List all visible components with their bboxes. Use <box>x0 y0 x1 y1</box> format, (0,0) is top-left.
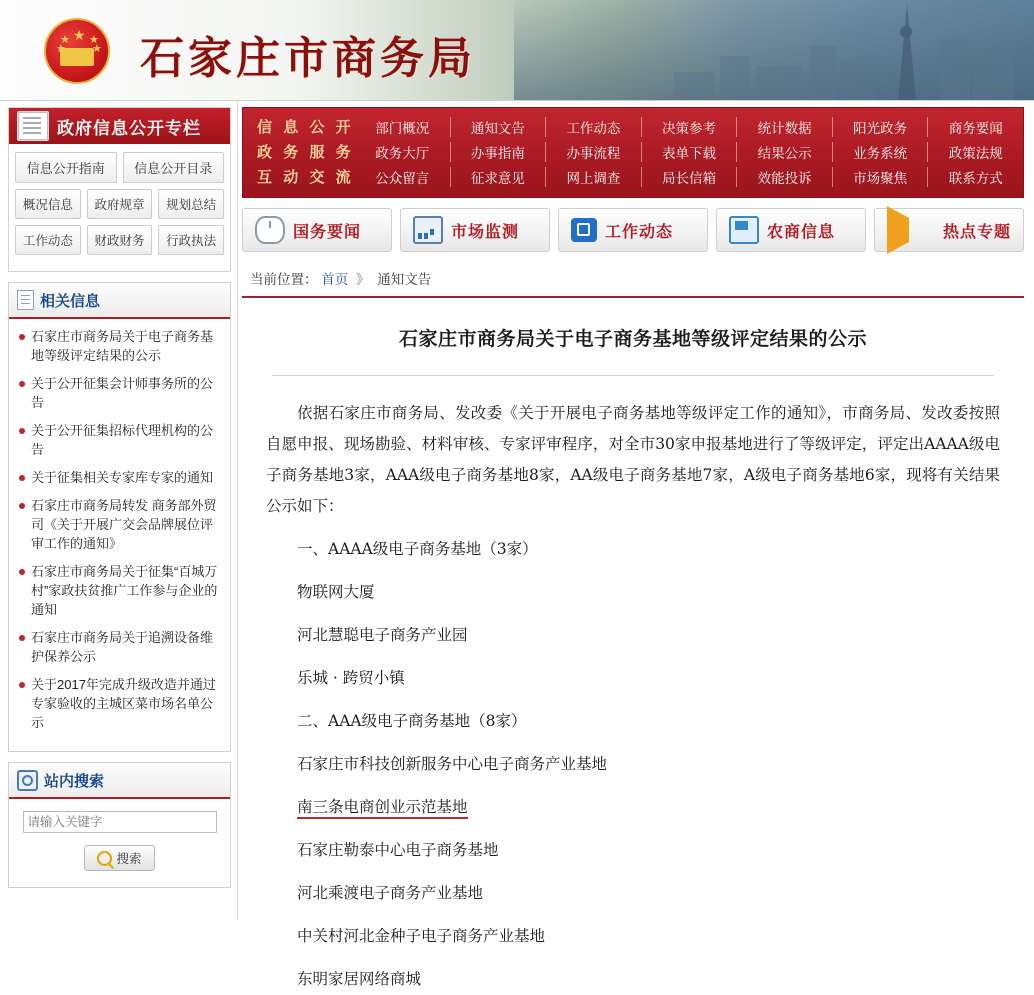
article-line: 石家庄市科技创新服务中心电子商务产业基地 <box>297 755 608 773</box>
feature-button-label: 市场监测 <box>451 221 520 241</box>
search-button-label: 搜索 <box>116 852 142 866</box>
national-emblem-icon: ★ ★ ★ ★ ★ <box>44 18 110 84</box>
nav-items-interaction <box>355 167 1023 187</box>
nav-item-opinions[interactable]: 征求意见 <box>450 167 546 187</box>
gov-info-header <box>9 108 230 144</box>
gov-link-row <box>15 189 224 219</box>
site-search-header <box>9 763 230 799</box>
nav-item-messages[interactable]: 公众留言 <box>375 170 430 186</box>
gov-info-links <box>9 144 230 271</box>
tv-tower-ball <box>900 26 912 38</box>
gov-link-enforcement[interactable]: 行政执法 <box>158 225 224 255</box>
gov-link-overview[interactable]: 概况信息 <box>15 189 81 219</box>
nav-row-info <box>243 114 1023 139</box>
feature-button-label: 热点专题 <box>943 221 1012 241</box>
nav-item-worknews[interactable]: 工作动态 <box>545 117 641 137</box>
building-shape <box>940 38 970 100</box>
building-shape <box>972 52 1014 100</box>
building-shape <box>810 46 836 100</box>
nav-item-decisions[interactable]: 决策参考 <box>641 117 737 137</box>
gov-link-regulations[interactable]: 政府规章 <box>87 189 153 219</box>
nav-item-guide[interactable]: 办事指南 <box>450 142 546 162</box>
gov-link-catalog[interactable]: 信息公开目录 <box>123 152 225 183</box>
article-line: 物联网大厦 <box>297 583 375 601</box>
nav-item-mailbox[interactable]: 局长信箱 <box>641 167 737 187</box>
article-line: 河北慧聪电子商务产业园 <box>297 626 468 644</box>
mouse-icon <box>255 216 285 244</box>
nav-item-systems[interactable]: 业务系统 <box>832 142 928 162</box>
feature-button-agri-info[interactable] <box>716 208 866 252</box>
building-shape <box>756 66 802 100</box>
site-banner <box>0 0 1034 101</box>
nav-item-complaints[interactable]: 效能投诉 <box>736 167 832 187</box>
building-shape <box>840 60 874 100</box>
site-title: 石家庄市商务局 <box>140 33 476 84</box>
nav-item-departments[interactable]: 部门概况 <box>375 120 430 136</box>
site-search-panel <box>8 762 231 888</box>
gov-link-guide[interactable]: 信息公开指南 <box>15 152 117 183</box>
gov-info-panel <box>8 107 231 272</box>
nav-item-headlines[interactable]: 商务要闻 <box>927 117 1023 137</box>
related-info-title: 相关信息 <box>40 291 101 310</box>
body-wrapper <box>0 101 1034 988</box>
monitor-icon <box>729 216 759 244</box>
notebook-icon <box>17 111 49 141</box>
article-line: 河北乘渡电子商务产业基地 <box>297 884 484 902</box>
nav-item-results[interactable]: 结果公示 <box>736 142 832 162</box>
site-search-title: 站内搜索 <box>44 771 105 790</box>
list-item[interactable]: 石家庄市商务局关于征集“百城万村”家政扶贫推广工作参与企业的通知 <box>17 562 222 619</box>
list-item[interactable]: 石家庄市商务局转发 商务部外贸司《关于开展广交会品牌展位评审工作的通知》 <box>17 496 222 553</box>
nav-label-interaction: 互 动 交 流 <box>257 168 354 186</box>
nav-item-survey[interactable]: 网上调查 <box>545 167 641 187</box>
related-info-panel <box>8 282 231 752</box>
site-search-body <box>9 799 230 887</box>
article-line-highlighted[interactable] <box>266 792 1000 823</box>
search-icon <box>17 770 38 791</box>
article-paragraph: 依据石家庄市商务局、发改委《关于开展电子商务基地等级评定工作的通知》，市商务局、发改委按照自愿申报、现场勘验、材料审核、专家评审程序，对全市30家申报基地进行了等级评定，评定出AAAA级电子商务基地3家，AAA级电子商务基地8家，AA级电子商务基地7家，A级电子商务基地6家，现将有关结果公示如下： <box>266 404 1000 515</box>
list-item[interactable]: 关于征集相关专家库专家的通知 <box>17 468 222 487</box>
building-shape <box>674 72 714 100</box>
article-line: 乐城 · 跨贸小镇 <box>297 669 405 687</box>
nav-item-process[interactable]: 办事流程 <box>545 142 641 162</box>
document-icon <box>17 290 34 310</box>
gov-link-planning[interactable]: 规划总结 <box>158 189 224 219</box>
feature-button-hot-topics[interactable] <box>874 208 1024 252</box>
related-info-header <box>9 283 230 319</box>
nav-label-info: 信 息 公 开 <box>257 118 354 136</box>
search-input[interactable] <box>23 811 217 833</box>
nav-item-forms[interactable]: 表单下载 <box>641 142 737 162</box>
feature-button-label: 农商信息 <box>767 221 836 241</box>
article-line: 中关村河北金种子电子商务产业基地 <box>297 927 546 945</box>
breadcrumb-home[interactable]: 首页 <box>321 272 349 287</box>
building-shape <box>720 56 750 100</box>
feature-button-state-news[interactable] <box>242 208 392 252</box>
magnifier-icon <box>97 851 112 866</box>
nav-item-notices[interactable]: 通知文告 <box>450 117 546 137</box>
sidebar <box>0 101 238 920</box>
article-line: 石家庄勒泰中心电子商务基地 <box>297 841 499 859</box>
feature-button-label: 国务要闻 <box>293 221 362 241</box>
nav-items-service <box>355 142 1023 162</box>
gov-link-row <box>15 152 224 183</box>
article-title: 石家庄市商务局关于电子商务基地等级评定结果的公示 <box>398 328 867 350</box>
article-line: 东明家居网络商城 <box>297 970 422 988</box>
gov-link-row <box>15 225 224 255</box>
content-area <box>238 101 1034 988</box>
nav-item-marketfocus[interactable]: 市场聚焦 <box>832 167 928 187</box>
nav-item-contact[interactable]: 联系方式 <box>927 167 1023 187</box>
gov-link-worknews[interactable]: 工作动态 <box>15 225 81 255</box>
breadcrumb-label: 当前位置： <box>250 272 318 287</box>
feature-button-work-news[interactable] <box>558 208 708 252</box>
nav-label-service: 政 务 服 务 <box>257 143 354 161</box>
nav-row-service <box>243 139 1023 164</box>
article <box>242 324 1024 995</box>
breadcrumb <box>242 264 1024 298</box>
chart-icon <box>413 216 443 244</box>
main-nav <box>242 107 1024 198</box>
tv-tower-icon <box>898 4 916 100</box>
search-button[interactable] <box>84 845 154 871</box>
nav-item-policies[interactable]: 政策法规 <box>927 142 1023 162</box>
list-item[interactable]: 石家庄市商务局关于电子商务基地等级评定结果的公示 <box>17 327 222 365</box>
list-item[interactable]: 关于公开征集会计师事务所的公告 <box>17 374 222 412</box>
nav-item-sunshine[interactable]: 阳光政务 <box>832 117 928 137</box>
feature-button-market-monitor[interactable] <box>400 208 550 252</box>
feature-button-label: 工作动态 <box>605 221 674 241</box>
nav-item-hall[interactable]: 政务大厅 <box>375 145 430 161</box>
article-line: 二、AAA级电子商务基地（8家） <box>297 712 527 730</box>
list-item[interactable]: 关于公开征集招标代理机构的公告 <box>17 421 222 459</box>
flag-icon <box>887 206 935 254</box>
breadcrumb-current: 通知文告 <box>377 272 432 287</box>
breadcrumb-separator: 》 <box>356 272 370 287</box>
feature-buttons <box>242 208 1024 252</box>
nav-items-info <box>355 117 1023 137</box>
article-divider <box>272 375 994 376</box>
gov-link-finance[interactable]: 财政财务 <box>87 225 153 255</box>
nav-item-statistics[interactable]: 统计数据 <box>736 117 832 137</box>
work-icon <box>571 218 597 242</box>
related-info-list <box>9 319 230 751</box>
gov-info-title: 政府信息公开专栏 <box>57 118 201 139</box>
article-line-text: 南三条电商创业示范基地 <box>297 798 468 819</box>
article-line: 一、AAAA级电子商务基地（3家） <box>297 540 538 558</box>
nav-row-interaction <box>243 164 1023 189</box>
list-item[interactable]: 石家庄市商务局关于追溯设备维护保养公示 <box>17 628 222 666</box>
list-item[interactable]: 关于2017年完成升级改造并通过专家验收的主城区菜市场名单公示 <box>17 675 222 732</box>
